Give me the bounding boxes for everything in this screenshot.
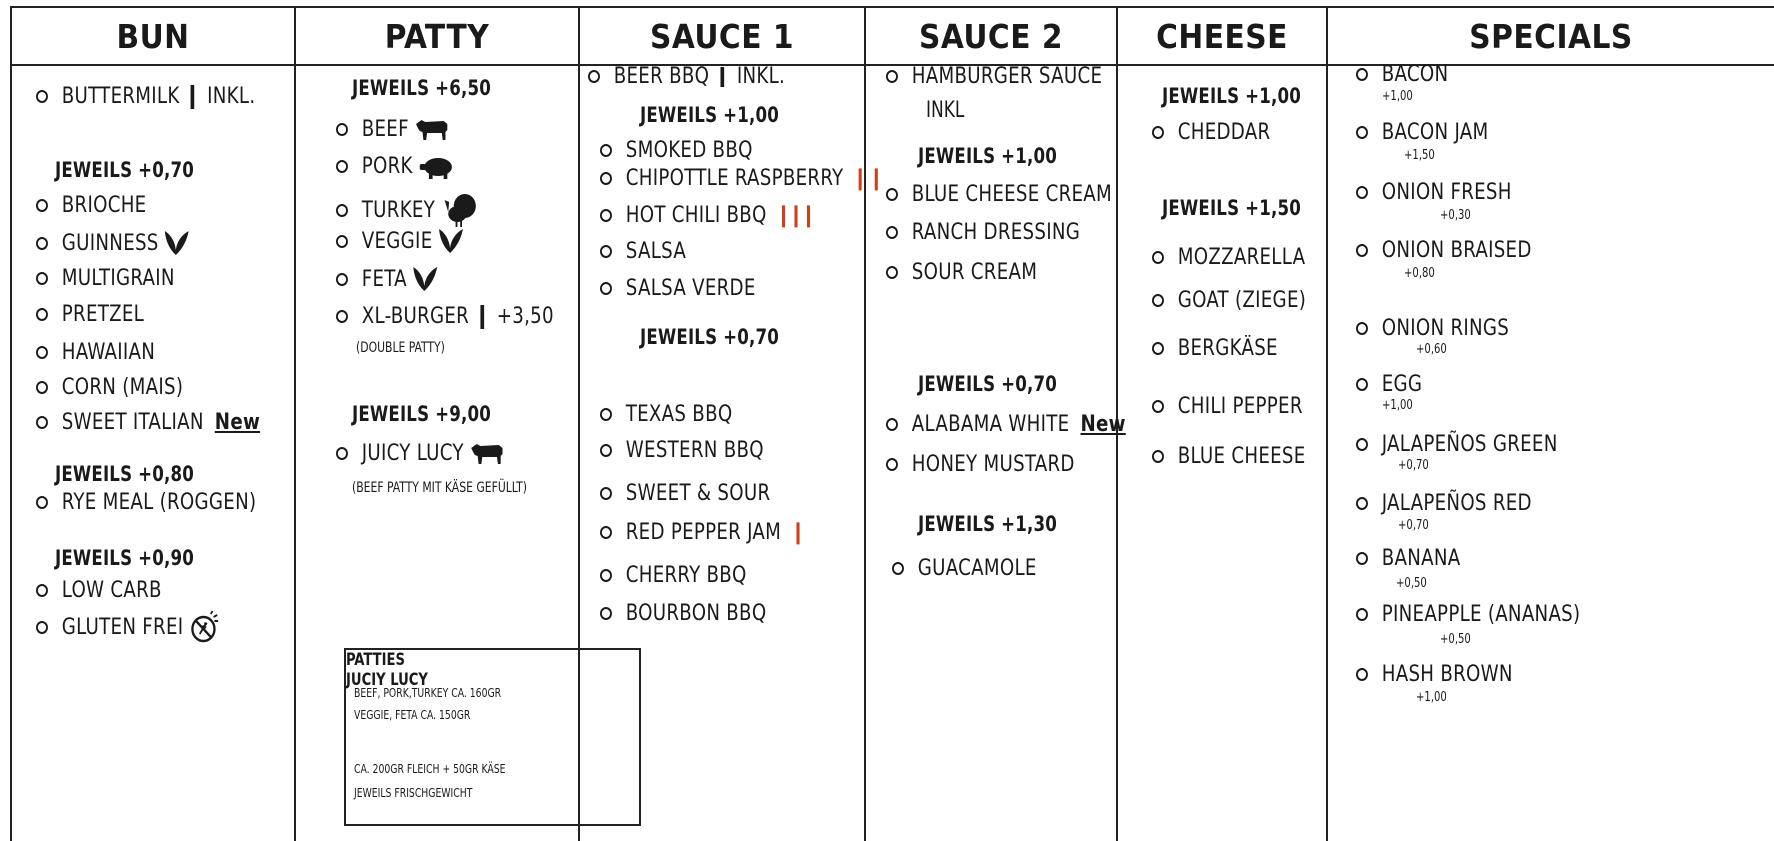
- special-item: JALAPEÑOS GREEN: [1356, 432, 1558, 457]
- sauce2-sour-cream: SOUR CREAM: [886, 260, 1037, 285]
- pig-icon: [418, 155, 455, 179]
- sauce1-cherry-bbq: CHERRY BBQ: [600, 563, 747, 588]
- cow-icon: [469, 440, 506, 466]
- sauce2-alabama-white: ALABAMA WHITE New: [886, 412, 1126, 437]
- bun-brioche: BRIOCHE: [36, 193, 146, 218]
- patty-xl-note: (DOUBLE PATTY): [356, 340, 445, 356]
- sauce2-price-group-3: JEWEILS +1,30: [918, 512, 1058, 536]
- cow-icon: [414, 116, 451, 142]
- sauce1-salsa: SALSA: [600, 239, 686, 264]
- patty-price-group-1: JEWEILS +6,50: [352, 76, 492, 100]
- cheese-chili-pepper: CHILI PEPPER: [1152, 394, 1303, 419]
- patty-turkey: TURKEY: [336, 192, 477, 228]
- cheese-price-group-2: JEWEILS +1,50: [1162, 196, 1302, 220]
- sauce1-sweet-sour: SWEET & SOUR: [600, 481, 770, 506]
- sauce1-smoked-bbq: SMOKED BBQ: [600, 138, 753, 163]
- patty-info-box: [344, 648, 641, 826]
- cheese-goat: GOAT (ZIEGE): [1152, 288, 1306, 313]
- header-sauce2: SAUCE 2: [866, 8, 1118, 66]
- gluten-free-icon: [189, 610, 220, 644]
- special-price: +1,00: [1382, 89, 1413, 104]
- new-badge: New: [214, 410, 261, 435]
- bun-multigrain: MULTIGRAIN: [36, 266, 175, 291]
- header-patty: PATTY: [296, 8, 580, 66]
- chili-icon: ❙: [790, 520, 803, 545]
- patty-xl-burger: XL-BURGER +3,50: [336, 304, 554, 329]
- patty-price-group-2: JEWEILS +9,00: [352, 402, 492, 426]
- special-price: +0,70: [1398, 518, 1429, 533]
- juicy-info-line: JEWEILS FRISCHGEWICHT: [354, 786, 473, 800]
- bun-low-carb: LOW CARB: [36, 578, 162, 603]
- bun-sweet-italian: SWEET ITALIAN New: [36, 410, 260, 435]
- bun-price-group-1: JEWEILS +0,70: [55, 158, 195, 182]
- special-price: +0,50: [1440, 632, 1471, 647]
- bun-buttermilk: BUTTERMILK INKL.: [36, 84, 255, 109]
- cheese-blue-cheese: BLUE CHEESE: [1152, 444, 1306, 469]
- special-price: +0,50: [1396, 576, 1427, 591]
- sauce1-beer-bbq: BEER BBQ INKL.: [588, 64, 785, 89]
- leaf-icon: [438, 228, 464, 254]
- special-item: BANANA: [1356, 546, 1461, 571]
- bun-guinness: GUINNESS: [36, 230, 190, 256]
- special-price: +1,00: [1382, 398, 1413, 413]
- sauce2-guacamole: GUACAMOLE: [892, 556, 1037, 581]
- sauce1-red-pepper-jam: RED PEPPER JAM ❙: [600, 520, 803, 545]
- special-price: +0,70: [1398, 458, 1429, 473]
- special-item: ONION BRAISED: [1356, 238, 1532, 263]
- sauce1-hot-chili: HOT CHILI BBQ ❙❙❙: [600, 203, 813, 228]
- bun-hawaiian: HAWAIIAN: [36, 340, 155, 365]
- juicy-info-title: JUCIY LUCY: [346, 670, 428, 690]
- sauce2-hamburger-sauce: HAMBURGER SAUCE: [886, 64, 1102, 89]
- special-price: +0,60: [1416, 342, 1447, 357]
- patty-info-line: VEGGIE, FETA CA. 150GR: [354, 708, 471, 722]
- cheese-mozzarella: MOZZARELLA: [1152, 245, 1305, 270]
- special-item: EGG: [1356, 372, 1422, 397]
- special-price: +1,00: [1416, 690, 1447, 705]
- bun-rye: RYE MEAL (ROGGEN): [36, 490, 256, 515]
- bun-price-group-2: JEWEILS +0,80: [55, 462, 195, 486]
- bun-pretzel: PRETZEL: [36, 302, 144, 327]
- sauce2-price-group-1: JEWEILS +1,00: [918, 144, 1058, 168]
- patty-info-title: PATTIES: [346, 650, 405, 670]
- bun-gluten-frei: GLUTEN FREI: [36, 610, 220, 644]
- patty-juicy-note: (BEEF PATTY MIT KÄSE GEFÜLLT): [352, 480, 528, 496]
- header-specials: SPECIALS: [1328, 8, 1774, 66]
- leaf-icon: [412, 266, 438, 292]
- header-cheese: CHEESE: [1118, 8, 1328, 66]
- header-bun: BUN: [12, 8, 296, 66]
- leaf-icon: [164, 230, 190, 256]
- sauce1-salsa-verde: SALSA VERDE: [600, 276, 756, 301]
- patty-beef: BEEF: [336, 116, 451, 142]
- column-bun: [12, 66, 296, 841]
- sauce1-bourbon-bbq: BOURBON BBQ: [600, 601, 766, 626]
- cheese-price-group-1: JEWEILS +1,00: [1162, 84, 1302, 108]
- special-item: BACON: [1356, 62, 1448, 87]
- special-price: +1,50: [1404, 148, 1435, 163]
- turkey-icon: [441, 192, 478, 228]
- patty-juicy-lucy: JUICY LUCY: [336, 440, 506, 466]
- sauce1-chipotle: CHIPOTTLE RASPBERRY ❙ ❙: [600, 166, 881, 191]
- sauce1-price-group-1: JEWEILS +1,00: [640, 103, 780, 127]
- bun-corn: CORN (MAIS): [36, 375, 183, 400]
- bun-price-group-3: JEWEILS +0,90: [55, 546, 195, 570]
- sauce2-honey-mustard: HONEY MUSTARD: [886, 452, 1075, 477]
- cheese-cheddar: CHEDDAR: [1152, 120, 1270, 145]
- header-sauce1: SAUCE 1: [580, 8, 866, 66]
- patty-veggie: VEGGIE: [336, 228, 464, 254]
- cheese-bergkase: BERGKÄSE: [1152, 336, 1278, 361]
- sauce1-western-bbq: WESTERN BBQ: [600, 438, 764, 463]
- new-badge: New: [1080, 412, 1126, 437]
- patty-feta: FETA: [336, 266, 438, 292]
- sauce2-hamburger-incl: INKL: [926, 98, 965, 123]
- special-item: ONION RINGS: [1356, 316, 1509, 341]
- juicy-info-line: CA. 200GR FLEICH + 50GR KÄSE: [354, 762, 506, 776]
- special-item: JALAPEÑOS RED: [1356, 491, 1532, 516]
- special-item: BACON JAM: [1356, 120, 1488, 145]
- patty-info-line: BEEF, PORK,TURKEY CA. 160GR: [354, 686, 502, 700]
- sauce2-price-group-2: JEWEILS +0,70: [918, 372, 1058, 396]
- special-price: +0,80: [1404, 266, 1435, 281]
- chili-icon: ❙ ❙: [852, 166, 882, 191]
- patty-pork: PORK: [336, 154, 455, 179]
- special-price: +0,30: [1440, 208, 1471, 223]
- sauce2-blue-cheese-cream: BLUE CHEESE CREAM: [886, 182, 1112, 207]
- special-item: HASH BROWN: [1356, 662, 1513, 687]
- sauce1-price-group-2: JEWEILS +0,70: [640, 325, 780, 349]
- sauce2-ranch: RANCH DRESSING: [886, 220, 1080, 245]
- sauce1-texas-bbq: TEXAS BBQ: [600, 402, 732, 427]
- special-item: ONION FRESH: [1356, 180, 1512, 205]
- special-item: PINEAPPLE (ANANAS): [1356, 602, 1580, 627]
- chili-icon: ❙❙❙: [775, 203, 814, 228]
